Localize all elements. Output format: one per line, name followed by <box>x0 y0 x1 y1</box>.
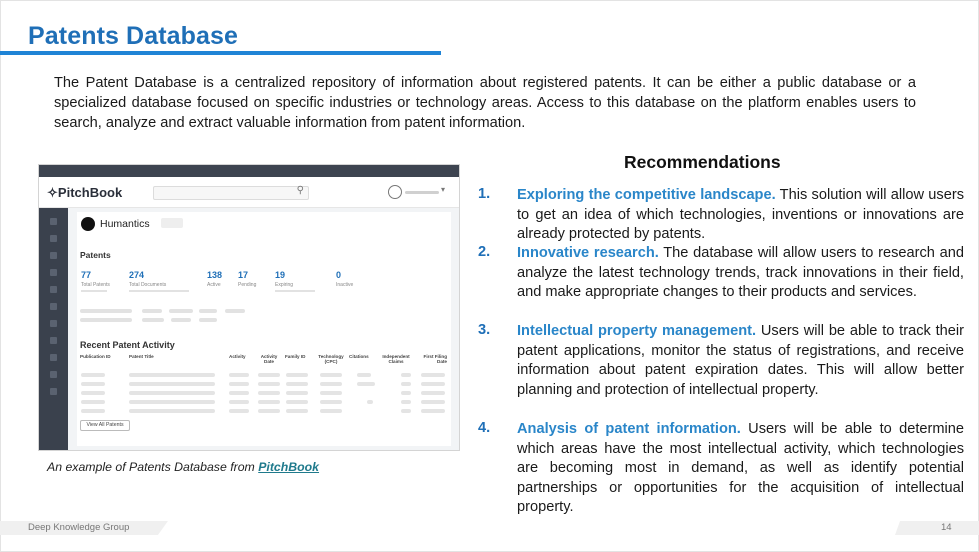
stat-inactive: 0 Inactive <box>336 270 354 288</box>
stat-total-documents: 274 Total Documents <box>129 270 189 296</box>
user-avatar-icon[interactable] <box>388 185 402 199</box>
company-tag <box>161 218 183 228</box>
item-number: 3. <box>478 322 491 338</box>
chevron-down-icon[interactable]: ▾ <box>441 185 446 194</box>
intro-paragraph: The Patent Database is a centralized repository of information about registered patents. It can be either a public database or a specialized database focused on specific industries or technology areas. Access to this database on the platform enables users to search, analyze and extract valuable information from patent information. <box>54 75 916 131</box>
sidebar-item[interactable] <box>50 354 57 361</box>
page-title: Patents Database <box>28 22 239 50</box>
item-title: Exploring the competitive landscape. <box>517 187 776 203</box>
item-body: Users will be able to determine which areas have the most intellectual activity, which technologies are becoming most in demand, as well as identify potential partnerships or opportunities for the acquisition of intellectual property. <box>517 421 964 515</box>
sidebar-item[interactable] <box>50 303 57 310</box>
sidebar-item[interactable] <box>50 388 57 395</box>
search-icon: ⚲ <box>296 185 304 196</box>
column-header: Publication ID <box>80 354 111 359</box>
user-name-placeholder <box>405 191 439 194</box>
sidebar-item[interactable] <box>50 371 57 378</box>
item-body: This solution will allow users to get an idea of which technologies, inventions or innovations are already protected by patents. <box>517 187 964 242</box>
pitchbook-screenshot <box>38 164 460 451</box>
sidebar-item[interactable] <box>50 337 57 344</box>
item-number: 2. <box>478 244 491 260</box>
placeholder-bar <box>169 309 193 313</box>
item-title: Analysis of patent information. <box>517 421 741 437</box>
placeholder-bar <box>142 309 162 313</box>
company-logo <box>81 217 95 231</box>
main-panel <box>77 212 451 446</box>
placeholder-bar <box>199 309 217 313</box>
item-number: 4. <box>478 420 491 436</box>
recommendations-title: Recommendations <box>624 152 781 172</box>
column-header: Citations <box>349 354 369 359</box>
placeholder-bar <box>80 318 132 322</box>
column-header: Technology (CPC) <box>318 354 344 364</box>
recent-activity-heading: Recent Patent Activity <box>80 340 175 350</box>
sidebar-item[interactable] <box>50 286 57 293</box>
stat-total-patents: 77 Total Patents <box>81 270 110 296</box>
sidebar-item[interactable] <box>50 218 57 225</box>
sidebar-item[interactable] <box>50 235 57 242</box>
item-text <box>517 322 964 400</box>
placeholder-bar <box>225 309 245 313</box>
column-header: First Filing Date <box>423 354 447 364</box>
company-name: Humantics <box>100 218 150 230</box>
page-number-band <box>895 521 979 535</box>
pitchbook-link[interactable]: PitchBook <box>258 460 320 474</box>
item-body: Users will be able to track their patent applications, monitor the status of registrations, and receive information about patent expiration dates. This will allow better planning and protection of intellectual property. <box>517 323 964 398</box>
item-number: 1. <box>478 186 491 202</box>
item-text <box>517 420 964 518</box>
placeholder-bar <box>142 318 164 322</box>
page-number: 14 <box>941 522 952 533</box>
column-header: Activity Date <box>260 354 278 364</box>
column-header: Independent Claims <box>382 354 410 364</box>
column-header: Family ID <box>285 354 306 359</box>
stat-pending: 17 Pending <box>238 270 257 288</box>
view-all-patents-button[interactable]: View All Patents <box>80 420 130 431</box>
pitchbook-logo: ✧PitchBook <box>47 185 123 200</box>
item-title: Innovative research. <box>517 245 659 261</box>
patents-heading: Patents <box>80 250 111 260</box>
column-header: Activity <box>229 354 246 359</box>
item-text <box>517 186 964 245</box>
placeholder-bar <box>199 318 217 322</box>
stat-active: 138 Active <box>207 270 223 288</box>
stat-expiring: 19 Expiring <box>275 270 315 296</box>
sidebar-item[interactable] <box>50 252 57 259</box>
placeholder-bar <box>171 318 191 322</box>
sidebar-item[interactable] <box>50 320 57 327</box>
app-header <box>39 177 459 208</box>
sidebar <box>39 208 68 450</box>
title-underline <box>0 51 441 55</box>
sidebar-item[interactable] <box>50 269 57 276</box>
screenshot-caption: An example of Patents Database from PitchBook <box>47 460 320 474</box>
item-body: The database will allow users to research and analyze the latest technology trends, track innovations in their field, and make appropriate changes to their products and services. <box>517 245 964 300</box>
footer-company: Deep Knowledge Group <box>28 522 130 533</box>
item-text <box>517 244 964 303</box>
placeholder-bar <box>80 309 132 313</box>
column-header: Patent Title <box>129 354 154 359</box>
search-input[interactable] <box>153 186 309 200</box>
browser-bar <box>39 165 459 177</box>
item-title: Intellectual property management. <box>517 323 757 339</box>
